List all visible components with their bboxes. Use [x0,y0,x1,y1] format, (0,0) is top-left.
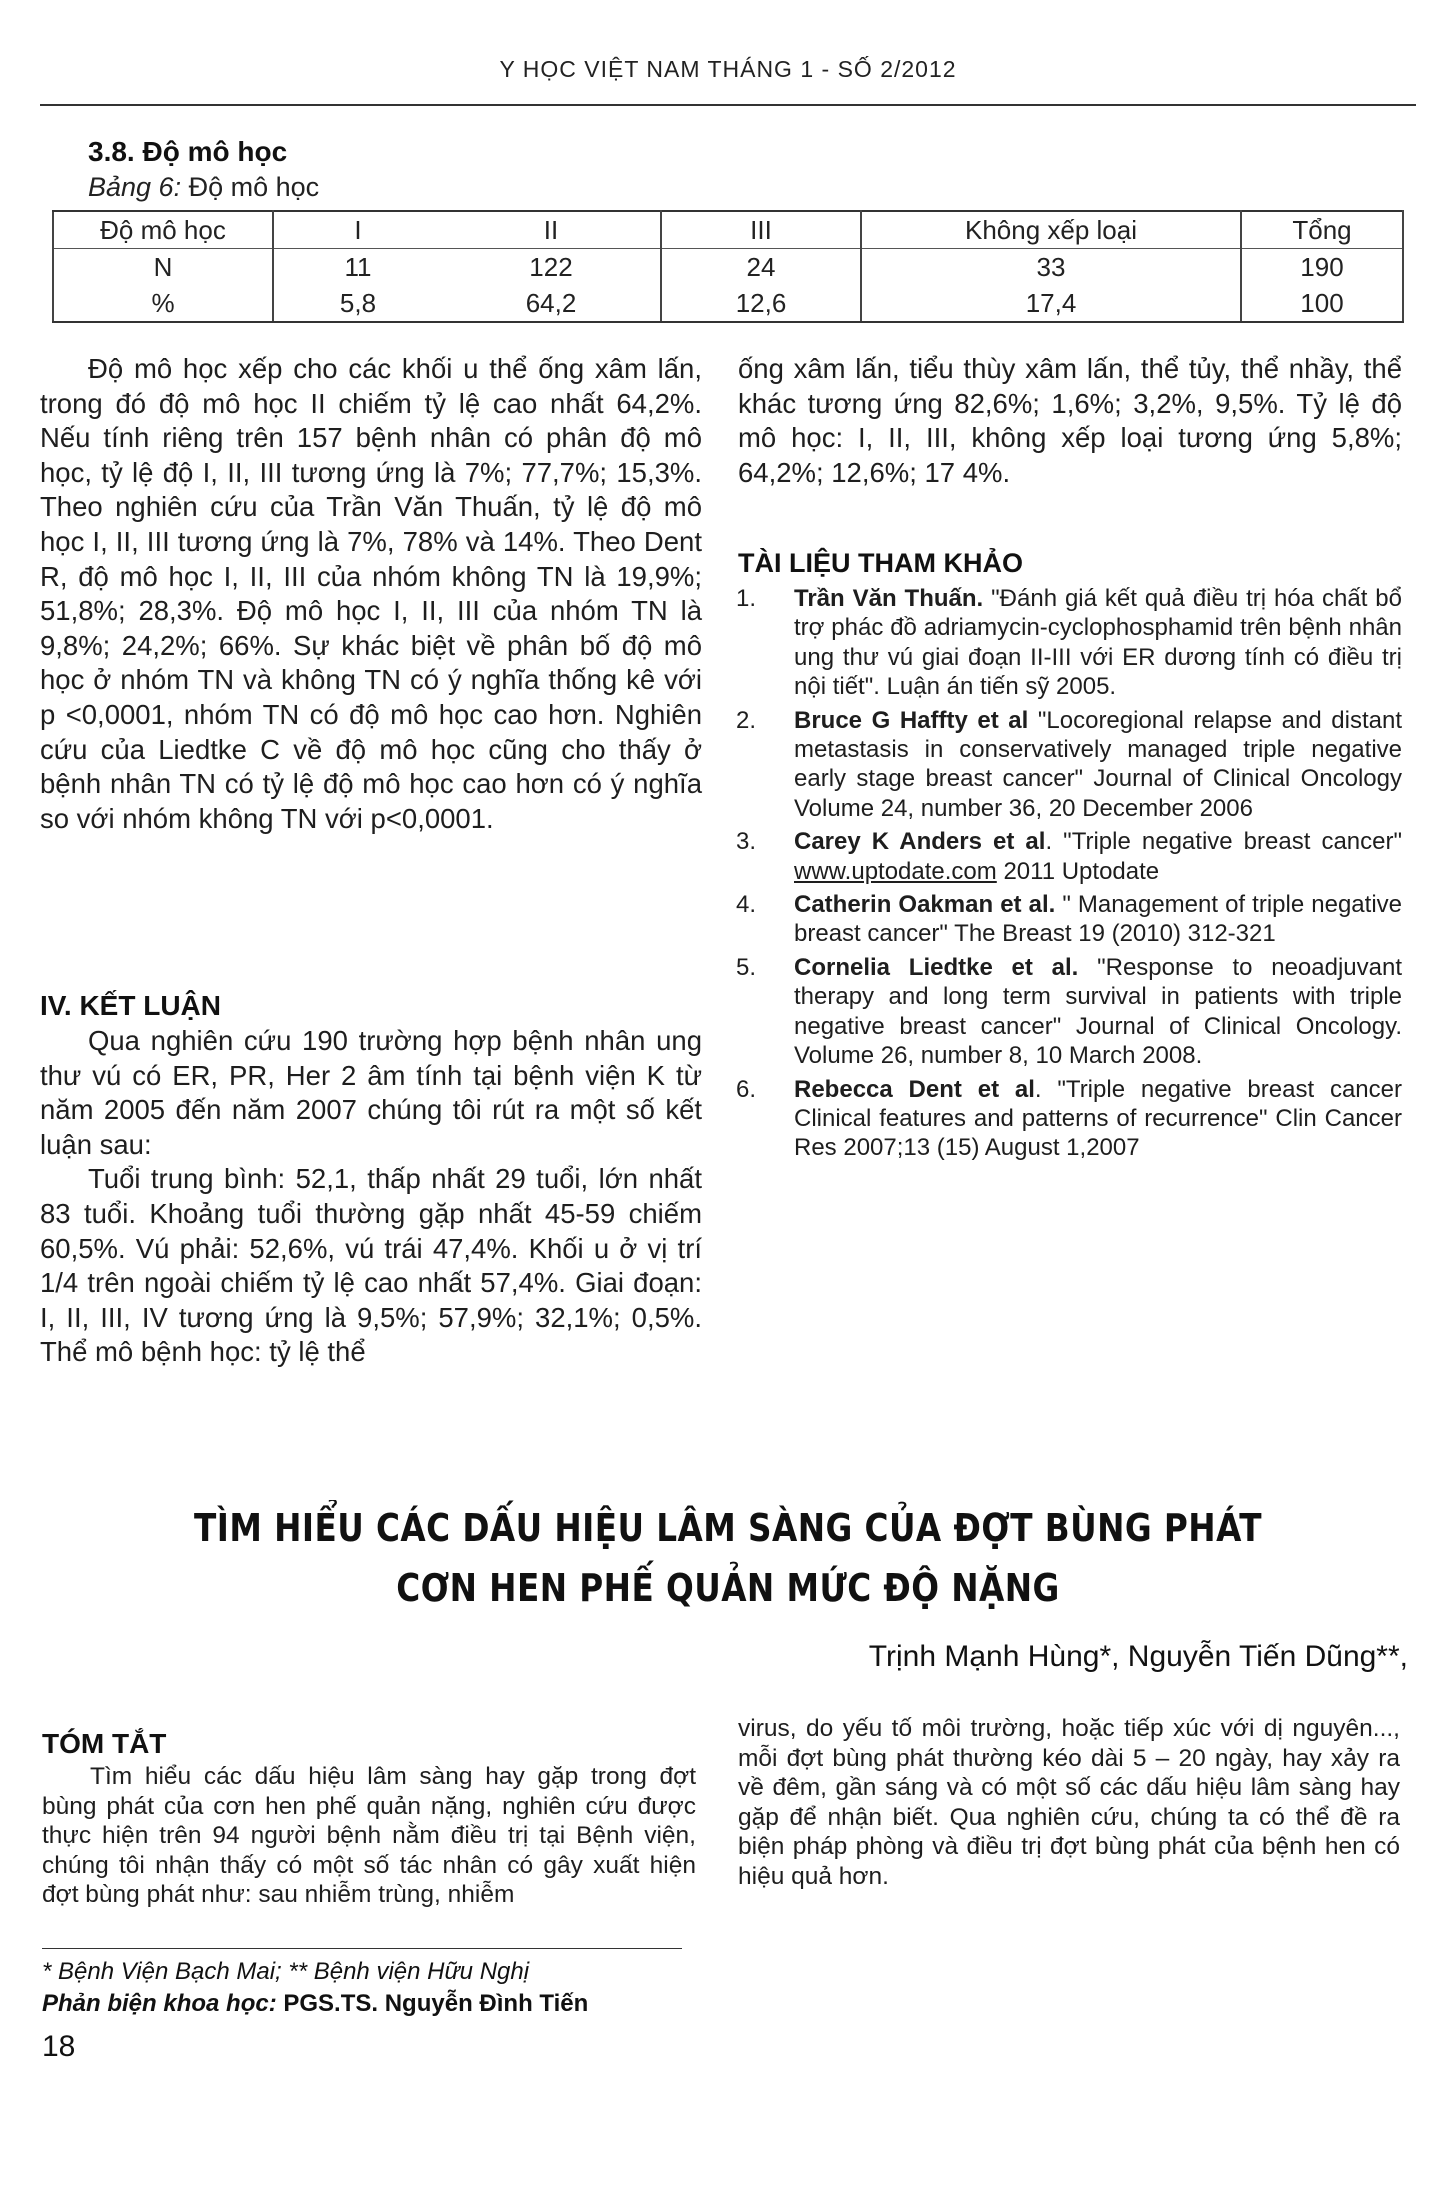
grade-table [52,210,1404,323]
table-header-row [53,211,1403,249]
table-cell: 12,6 [661,285,861,322]
article-title-line-2: CƠN HEN PHẾ QUẢN MỨC ĐỘ NẶNG [396,1566,1060,1610]
reference-text: "Đánh giá kết quả điều trị hóa chất bổ trợ phác đồ adriamycin-cyclophosphamid trên bệnh nhân ung thư vú giai đoạn II-III với ER dương tính có điều trị nội tiết". Luận án tiến sỹ 2005. [794,585,1402,701]
table-header-cell: Tổng [1241,211,1403,249]
conclusion-heading: IV. KẾT LUẬN [40,990,221,1021]
reference-item [730,953,1402,1071]
reference-author: Trần Văn Thuấn. [794,585,984,612]
abstract-right-column [738,1714,1400,1892]
footnote-reviewer-name: PGS.TS. Nguyễn Đình Tiến [276,1990,589,2017]
reference-author: Catherin Oakman et al. [794,891,1056,919]
references-heading: TÀI LIỆU THAM KHẢO [738,548,1023,578]
table-header-cell: III [661,211,861,249]
conclusion-continuation [738,352,1402,490]
reference-item [730,827,1402,886]
table-cell: % [53,285,273,322]
reference-number: 4. [736,891,757,919]
table-caption [88,172,319,203]
reference-number: 3. [736,828,757,856]
references-list [730,584,1402,1167]
article-title [102,1498,1354,1618]
reference-number: 2. [736,706,757,734]
table-cell: 33 [861,249,1241,286]
footnote-rule [42,1948,682,1949]
running-header: Y HỌC VIỆT NAM THÁNG 1 - SỐ 2/2012 [499,56,957,82]
article-authors: Trịnh Mạnh Hùng*, Nguyễn Tiến Dũng**, [868,1640,1408,1673]
table-cell: N [53,249,273,286]
table-cell: 5,8 [273,285,442,322]
reference-link[interactable]: www.uptodate.com [794,857,997,885]
reference-author: Cornelia Liedtke et al. [794,953,1079,981]
reference-number: 6. [736,1075,757,1103]
footnote-affiliations: * Bệnh Viện Bạch Mai; ** Bệnh viện Hữu Nghị [42,1958,530,1985]
abstract-left-text: Tìm hiểu các dấu hiệu lâm sàng hay gặp trong đợt bùng phát của cơn hen phế quản nặng, nghiên cứu được thực hiện trên 94 người bệnh nằm điều trị tại Bệnh viện, chúng tôi nhận thấy có một số tác nhân có gây xuất hiện đợt bùng phát như: sau nhiễm trùng, nhiễm [42,1763,696,1909]
reference-number: 1. [736,585,757,612]
reference-text: . "Triple negative breast cancer Clinical features and patterns of recurrence" Clin Cancer Res 2007;13 (15) August 1,2007 [794,1075,1402,1162]
paragraph-text: Độ mô học xếp cho các khối u thể ống xâm lấn, trong đó độ mô học II chiếm tỷ lệ cao nhất 64,2%. Nếu tính riêng trên 157 bệnh nhân có phân độ mô học, tỷ lệ độ I, II, III tương ứng là 7%; 77,7%; 15,3%. Theo nghiên cứu của Trần Văn Thuấn, tỷ lệ độ mô học I, II, III tương ứng là 7%, 78% và 14%. Theo Dent R, độ mô học I, II, III của nhóm không TN là 19,9%; 51,8%; 28,3%. Độ mô học I, II, III của nhóm TN là 9,8%; 24,2%; 66%. Sự khác biệt về phân bố độ mô học ở nhóm TN và không TN có ý nghĩa thống kê với p <0,0001, nhóm TN có độ mô học cao hơn. Nghiên cứu của Liedtke C về độ mô học cũng cho thấy ở bệnh nhân TN có tỷ lệ độ mô học cao hơn có ý nghĩa so với nhóm không TN với p<0,0001. [40,353,702,834]
reference-item [730,584,1402,702]
table-cell: 11 [344,251,372,282]
section-3-8-paragraph [40,352,702,836]
reference-number: 5. [736,953,757,981]
conclusion-body [40,1024,702,1370]
table-header-cell: Độ mô học [53,211,273,249]
reference-text: "Locoregional relapse and distant metastasis in conservatively managed triple negative early stage breast cancer" Journal of Clinical Oncology Volume 24, number 36, 20 December 2006 [794,706,1402,822]
reference-text: "Response to neoadjuvant therapy and long term survival in patients with triple negative breast cancer" Journal of Clinical Oncology. Volume 26, number 8, 10 March 2008. [794,953,1403,1070]
header-rule [40,104,1416,106]
table-header-cell: I [273,211,442,249]
table-caption-text: Độ mô học [181,172,320,202]
abstract-heading: TÓM TẮT [42,1728,167,1759]
page-number: 18 [42,2030,76,2063]
reference-text-after: 2011 Uptodate [996,857,1160,885]
abstract-left-column [42,1762,696,1910]
reference-author: Carey K Anders et al [794,828,1046,856]
conclusion-paragraph-2-cont: ống xâm lấn, tiểu thùy xâm lấn, thể tủy, thể nhầy, thể khác tương ứng 82,6%; 1,6%; 3,2%, 9,5%. Tỷ lệ độ mô học: I, II, III, không xếp loại tương ứng 5,8%; 64,2%; 12,6%; 17 4%. [738,353,1402,488]
table-header-cell: Không xếp loại [861,211,1241,249]
conclusion-paragraph-1: Qua nghiên cứu 190 trường hợp bệnh nhân ung thư vú có ER, PR, Her 2 âm tính tại bệnh viện K từ năm 2005 đến năm 2007 chúng tôi rút ra một số kết luận sau: [40,1025,702,1160]
abstract-right-text: virus, do yếu tố môi trường, hoặc tiếp xúc với dị nguyên..., mỗi đợt bùng phát thường kéo dài 5 – 20 ngày, hay xảy ra về đêm, gần sáng và có một số các dấu hiệu lâm sàng hay gặp để nhận biết. Qua nghiên cứu, chúng ta có thể đề ra biện pháp phòng và điều trị đợt bùng phát của bệnh hen có hiệu quả hơn. [738,1715,1400,1890]
table-header-cell: II [442,211,661,249]
conclusion-paragraph-2: Tuổi trung bình: 52,1, thấp nhất 29 tuổi, lớn nhất 83 tuổi. Khoảng tuổi thường gặp nhất 45-59 chiếm 60,5%. Vú phải: 52,6%, vú trái 47,4%. Khối u ở vị trí 1/4 trên ngoài chiếm tỷ lệ cao nhất 57,4%. Giai đoạn: I, II, III, IV tương ứng là 9,5%; 57,9%; 32,1%; 0,5%. Thể mô bệnh học: tỷ lệ thể [40,1163,702,1368]
reference-author: Bruce G Haffty et al [794,706,1029,734]
table-cell: 24 [661,249,861,286]
table-cell: 17,4 [861,285,1241,322]
reference-text: " Management of triple negative breast cancer" The Breast 19 (2010) 312-321 [794,891,1402,948]
section-heading-3-8: 3.8. Độ mô học [88,136,288,167]
table-caption-label: Bảng 6: [88,172,182,202]
reference-author: Rebecca Dent et al [794,1075,1035,1103]
article-title-line-1: TÌM HIỂU CÁC DẤU HIỆU LÂM SÀNG CỦA ĐỢT BÙNG PHÁT [194,1506,1262,1550]
reference-item [730,1075,1402,1163]
table-cell: 122 [442,249,661,286]
reference-item [730,706,1402,824]
table-row [53,285,1403,322]
table-row [53,249,1403,286]
table-cell: 64,2 [442,285,661,322]
table-cell: 190 [1241,249,1403,286]
reference-text: . "Triple negative breast cancer" [1045,828,1402,856]
table-cell: 100 [1241,285,1403,322]
reference-item [730,890,1402,949]
footnote-reviewer-label: Phản biện khoa học: [42,1990,277,2017]
footnote [42,1956,588,2020]
